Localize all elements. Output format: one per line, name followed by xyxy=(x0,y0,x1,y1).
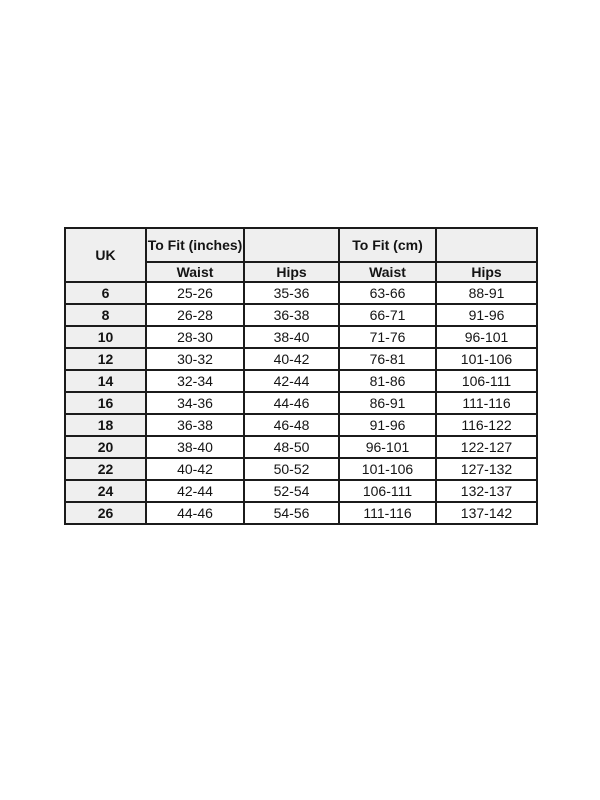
inches-group-header: To Fit (inches) xyxy=(146,228,244,262)
waist-inches-cell: 26-28 xyxy=(146,304,244,326)
waist-cm-cell: 81-86 xyxy=(339,370,436,392)
hips-cm-cell: 127-132 xyxy=(436,458,537,480)
waist-inches-cell: 34-36 xyxy=(146,392,244,414)
size-chart-table xyxy=(64,227,538,525)
hips-inches-cell: 44-46 xyxy=(244,392,339,414)
hips-inches-cell: 50-52 xyxy=(244,458,339,480)
cm-group-spacer-cell xyxy=(436,228,537,262)
waist-inches-cell: 44-46 xyxy=(146,502,244,524)
waist-cm-cell: 101-106 xyxy=(339,458,436,480)
hips-inches-cell: 54-56 xyxy=(244,502,339,524)
waist-cm-cell: 86-91 xyxy=(339,392,436,414)
hips-cm-cell: 116-122 xyxy=(436,414,537,436)
waist-cm-cell: 91-96 xyxy=(339,414,436,436)
waist-cm-cell: 106-111 xyxy=(339,480,436,502)
waist-inches-cell: 40-42 xyxy=(146,458,244,480)
waist-inches-header: Waist xyxy=(146,262,244,282)
hips-inches-cell: 52-54 xyxy=(244,480,339,502)
waist-cm-cell: 66-71 xyxy=(339,304,436,326)
uk-column-header: UK xyxy=(65,228,146,282)
size-chart-body xyxy=(65,282,537,524)
uk-size-cell: 16 xyxy=(65,392,146,414)
waist-inches-cell: 36-38 xyxy=(146,414,244,436)
hips-inches-cell: 35-36 xyxy=(244,282,339,304)
waist-cm-cell: 96-101 xyxy=(339,436,436,458)
size-chart-header xyxy=(65,228,537,282)
hips-inches-cell: 48-50 xyxy=(244,436,339,458)
uk-size-cell: 18 xyxy=(65,414,146,436)
size-row xyxy=(65,480,537,502)
uk-size-cell: 8 xyxy=(65,304,146,326)
size-row xyxy=(65,370,537,392)
hips-cm-cell: 137-142 xyxy=(436,502,537,524)
header-group-row xyxy=(65,228,537,262)
uk-size-cell: 22 xyxy=(65,458,146,480)
inches-group-spacer-cell xyxy=(244,228,339,262)
waist-cm-cell: 63-66 xyxy=(339,282,436,304)
waist-inches-cell: 25-26 xyxy=(146,282,244,304)
uk-size-cell: 20 xyxy=(65,436,146,458)
uk-size-cell: 10 xyxy=(65,326,146,348)
size-row xyxy=(65,414,537,436)
hips-cm-cell: 111-116 xyxy=(436,392,537,414)
hips-cm-cell: 106-111 xyxy=(436,370,537,392)
size-row xyxy=(65,326,537,348)
waist-cm-cell: 76-81 xyxy=(339,348,436,370)
waist-inches-cell: 32-34 xyxy=(146,370,244,392)
hips-cm-cell: 91-96 xyxy=(436,304,537,326)
hips-cm-cell: 101-106 xyxy=(436,348,537,370)
hips-inches-cell: 38-40 xyxy=(244,326,339,348)
waist-cm-header: Waist xyxy=(339,262,436,282)
waist-inches-cell: 30-32 xyxy=(146,348,244,370)
hips-inches-cell: 42-44 xyxy=(244,370,339,392)
hips-inches-cell: 46-48 xyxy=(244,414,339,436)
waist-inches-cell: 42-44 xyxy=(146,480,244,502)
hips-inches-cell: 40-42 xyxy=(244,348,339,370)
size-row xyxy=(65,282,537,304)
uk-size-cell: 26 xyxy=(65,502,146,524)
waist-cm-cell: 71-76 xyxy=(339,326,436,348)
hips-cm-cell: 88-91 xyxy=(436,282,537,304)
size-row xyxy=(65,348,537,370)
size-row xyxy=(65,458,537,480)
waist-inches-cell: 38-40 xyxy=(146,436,244,458)
cm-group-header: To Fit (cm) xyxy=(339,228,436,262)
hips-cm-cell: 132-137 xyxy=(436,480,537,502)
uk-size-cell: 14 xyxy=(65,370,146,392)
uk-size-cell: 6 xyxy=(65,282,146,304)
hips-inches-cell: 36-38 xyxy=(244,304,339,326)
size-row xyxy=(65,392,537,414)
uk-size-cell: 12 xyxy=(65,348,146,370)
waist-inches-cell: 28-30 xyxy=(146,326,244,348)
size-row xyxy=(65,436,537,458)
hips-inches-header: Hips xyxy=(244,262,339,282)
waist-cm-cell: 111-116 xyxy=(339,502,436,524)
hips-cm-header: Hips xyxy=(436,262,537,282)
hips-cm-cell: 122-127 xyxy=(436,436,537,458)
size-row xyxy=(65,304,537,326)
size-row xyxy=(65,502,537,524)
uk-size-cell: 24 xyxy=(65,480,146,502)
hips-cm-cell: 96-101 xyxy=(436,326,537,348)
